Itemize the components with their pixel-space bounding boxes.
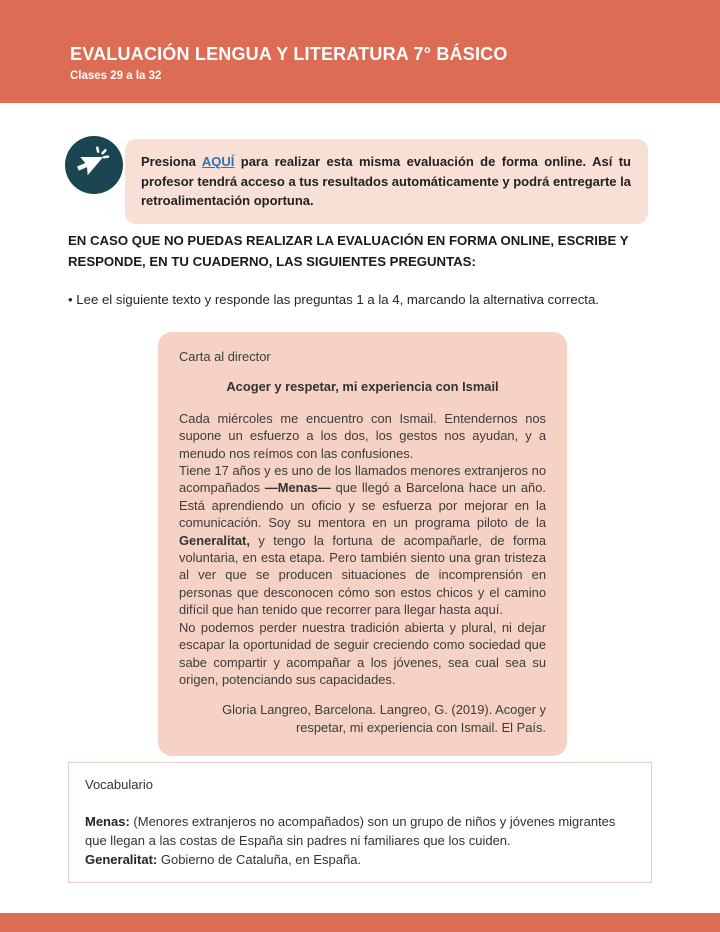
vocabulary-box [68, 762, 652, 883]
online-note-text-after: para realizar esta misma evaluación de forma online. Así tu profesor tendrá acceso a tus resultados automáticamente y podrá entregarte la retroalimentación oportuna. [141, 154, 631, 208]
letter-attribution: Gloria Langreo, Barcelona. Langreo, G. (2019). Acoger y respetar, mi experiencia con Ismail. El País. [222, 702, 546, 735]
vocab-definition-generalitat: Gobierno de Cataluña, en España. [157, 852, 362, 867]
online-evaluation-link[interactable]: AQUÍ [201, 154, 235, 169]
click-badge [65, 136, 123, 194]
letter-p2-bold-menas: —Menas— [264, 480, 331, 496]
vocabulary-entry-menas [85, 812, 635, 850]
page-subtitle: Clases 29 a la 32 [70, 70, 162, 82]
vocab-term-generalitat: Generalitat: [85, 852, 158, 867]
click-cursor-icon [75, 144, 113, 187]
letter-p2-bold-generalitat: Generalitat, [179, 532, 250, 548]
vocab-term-menas: Menas: [85, 814, 130, 829]
reading-task-bullet: • Lee el siguiente texto y responde las preguntas 1 a la 4, marcando la alternativa correcta. [68, 292, 599, 307]
letter-paragraph-3: No podemos perder nuestra tradición abierta y plural, ni dejar escapar la oportunidad de seguir creciendo como sociedad que sabe compartir y acompañar a los jóvenes, sea cual sea su origen, potenciando sus capacidades. [179, 619, 546, 687]
header [70, 44, 508, 82]
letter-paragraph-1: Cada miércoles me encuentro con Ismail. Entendernos nos supone un esfuerzo a los dos, los gestos nos ayudan, y a menudo nos reímos con las confusiones. [179, 410, 546, 461]
vocabulary-entry-generalitat [85, 850, 635, 869]
letter-title: Acoger y respetar, mi experiencia con Ismail [226, 379, 499, 395]
vocabulary-entries [85, 812, 635, 869]
online-note [125, 139, 648, 224]
letter-card [158, 332, 567, 756]
footer-band [0, 913, 720, 932]
letter-kicker: Carta al director [179, 349, 271, 364]
letter-p2-text-c: y tengo la fortuna de acompañarle, de forma voluntaria, en esta etapa. Pero también siento una gran tristeza al ver que se producen situaciones de incomprensión en personas que desconocen cómo son estos chicos y el camino difícil que han tenido que recorrer para llegar hasta aquí. [179, 532, 546, 618]
vocab-definition-menas: (Menores extranjeros no acompañados) son un grupo de niños y jóvenes migrantes que llegan a las costas de España sin padres ni familiares que los cuiden. [85, 814, 616, 848]
header-band [0, 0, 720, 103]
letter-paragraph-2 [179, 462, 546, 619]
page-title: EVALUACIÓN LENGUA Y LITERATURA 7° BÁSICO [70, 44, 508, 64]
letter-p2-text-b: que llegó a Barcelona hace un año. Está aprendiendo un oficio y se esfuerza por mejorar en la comunicación. Soy su mentora en un programa piloto de la [179, 480, 546, 531]
letter-p2-text-a: Tiene 17 años y es uno de los llamados menores extranjeros no acompañados [179, 463, 546, 496]
online-note-text-before: Presiona [141, 154, 202, 169]
letter-body [179, 410, 546, 689]
offline-instructions: EN CASO QUE NO PUEDAS REALIZAR LA EVALUACIÓN EN FORMA ONLINE, ESCRIBE Y RESPONDE, EN TU CUADERNO, LAS SIGUIENTES PREGUNTAS: [68, 233, 629, 269]
vocabulary-title: Vocabulario [85, 777, 153, 792]
